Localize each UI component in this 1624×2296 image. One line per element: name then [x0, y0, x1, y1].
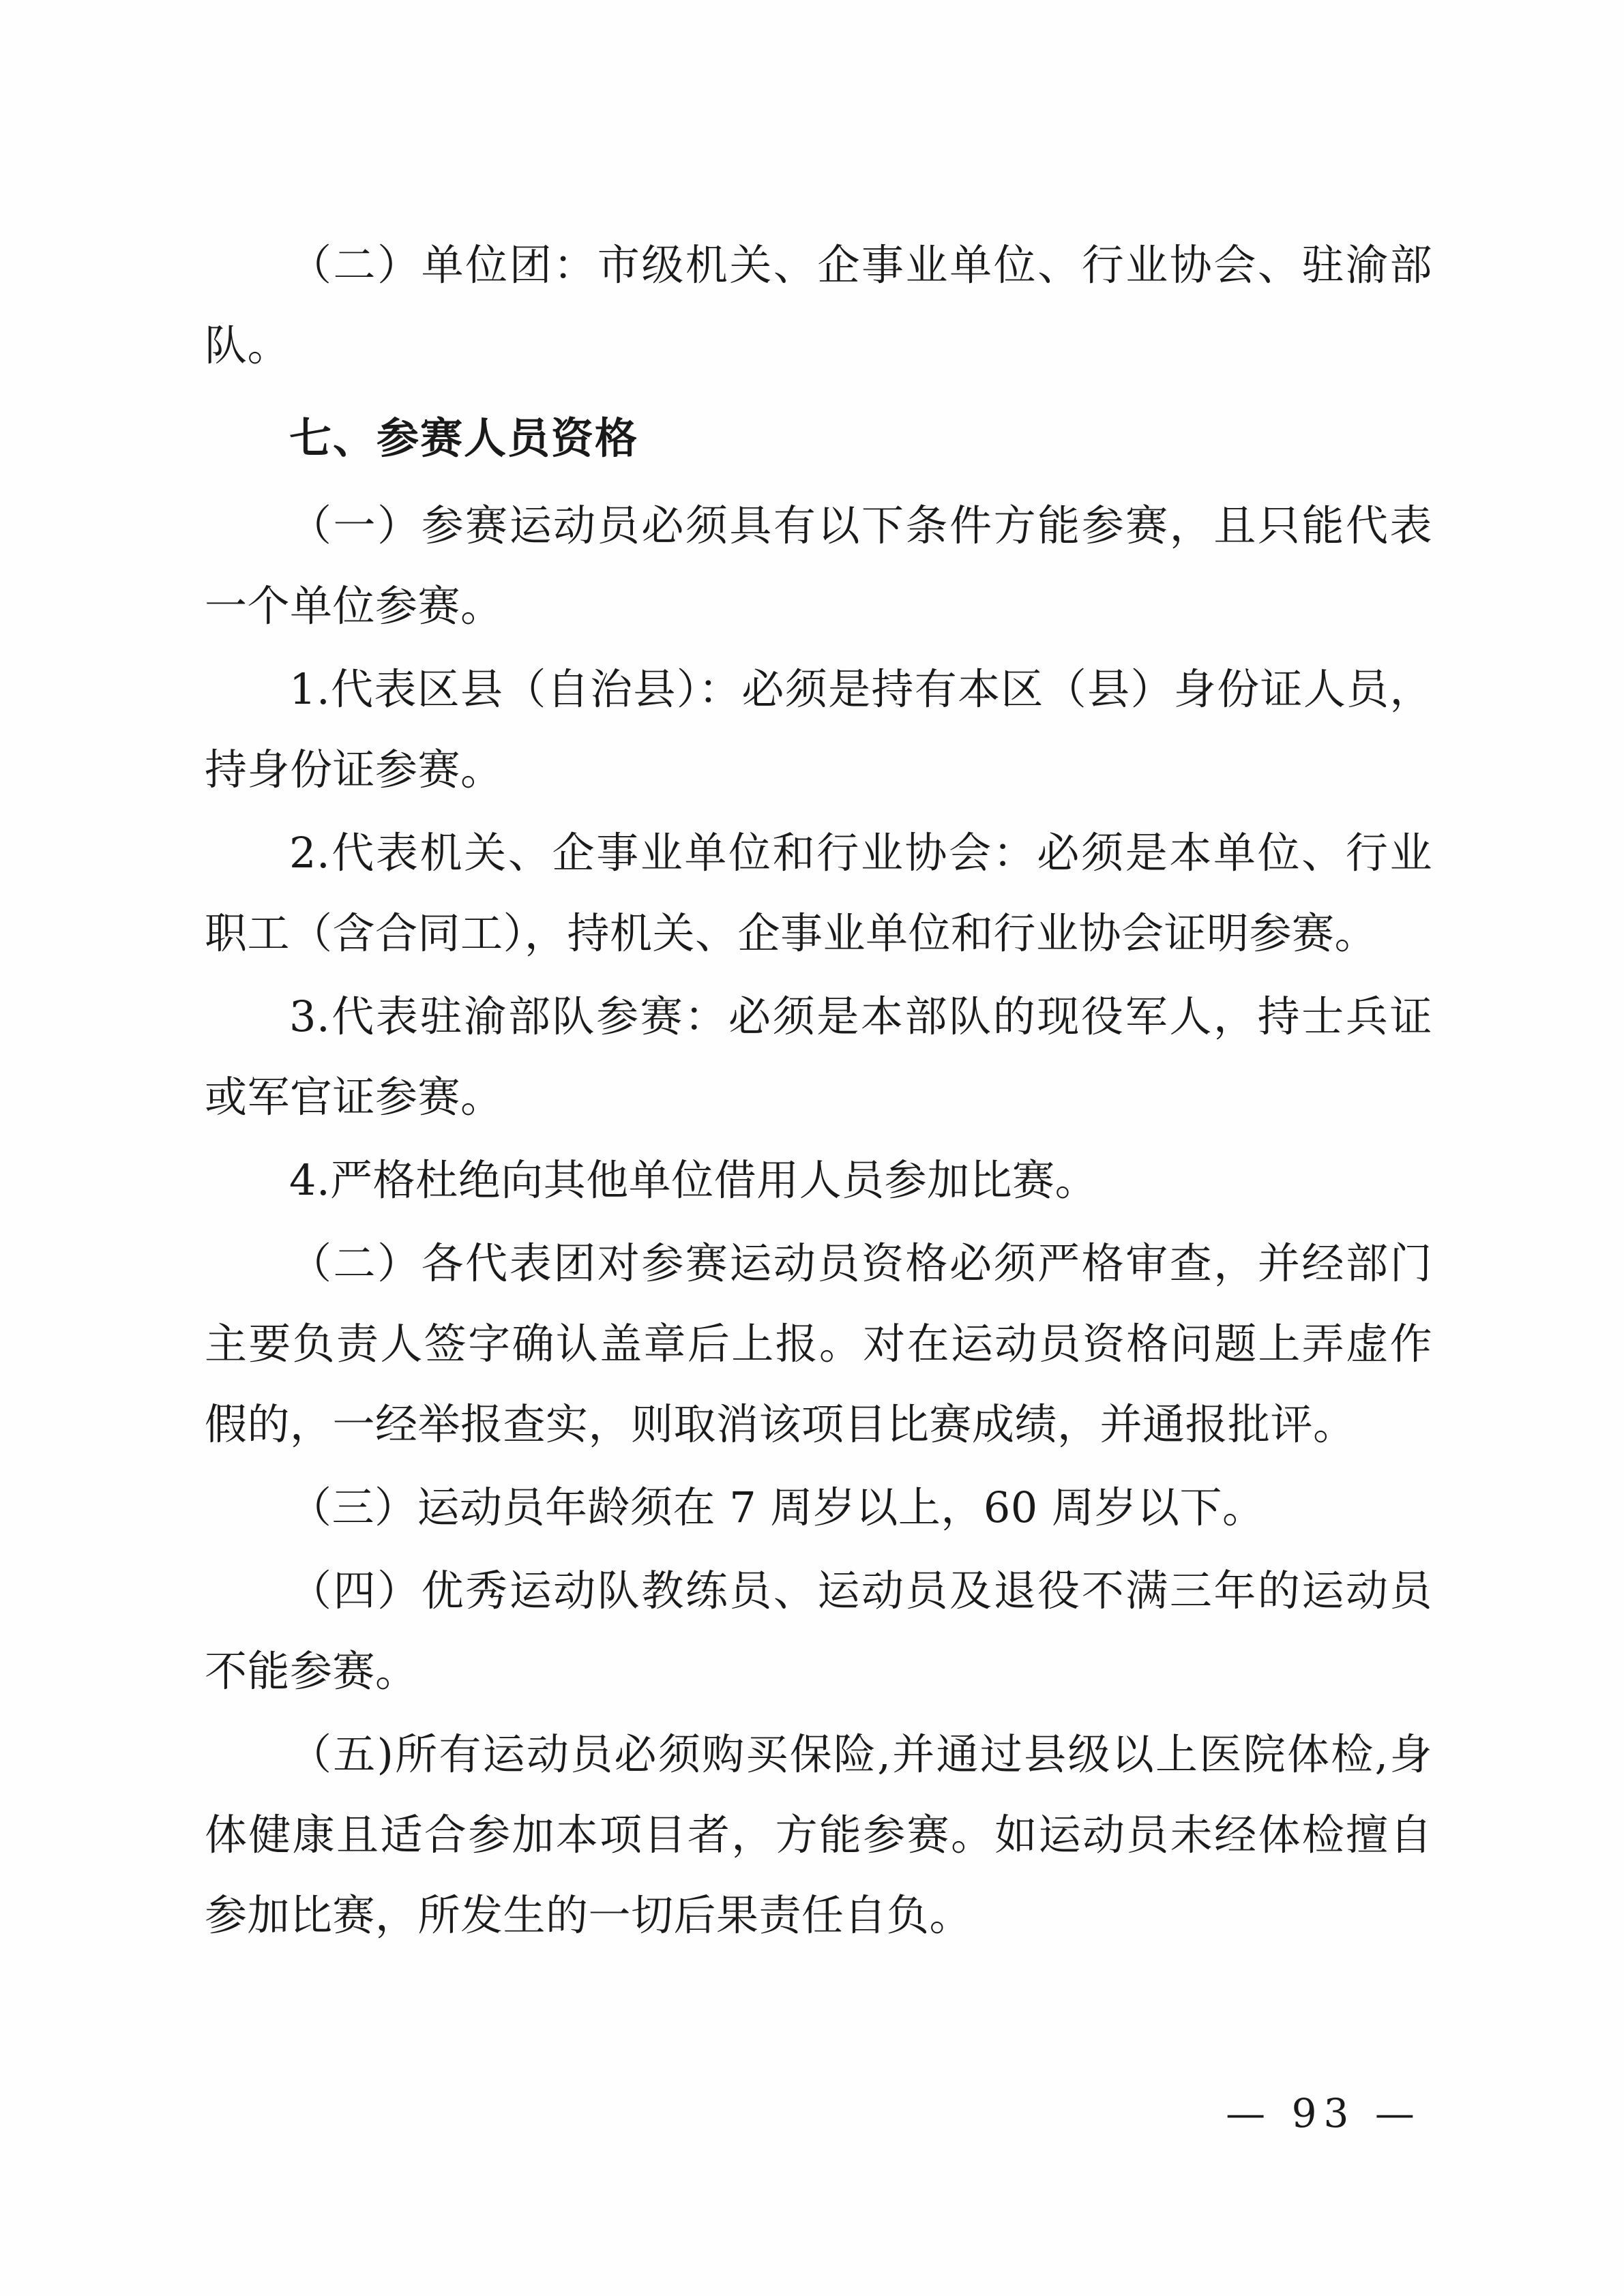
paragraph-7-5: （五)所有运动员必须购买保险,并通过县级以上医院体检,身体健康且适合参加本项目者，方能参赛。如运动员未经体检擅自参加比赛，所发生的一切后果责任自负。	[205, 1729, 1432, 1940]
paragraph-7-4: （四）优秀运动队教练员、运动员及退役不满三年的运动员不能参赛。	[205, 1566, 1432, 1696]
paragraph-7-1-1: 1.代表区县（自治县）：必须是持有本区（县）身份证人员，持身份证参赛。	[205, 664, 1432, 794]
page-number	[0, 2090, 1624, 2136]
paragraph-7-1-2: 2.代表机关、企事业单位和行业协会：必须是本单位、行业职工（含合同工），持机关、企事业单位和行业协会证明参赛。	[205, 828, 1432, 958]
document-body	[205, 225, 1432, 1958]
paragraph-7-2: （二）各代表团对参赛运动员资格必须严格审查，并经部门主要负责人签字确认盖章后上报。对在运动员资格问题上弄虚作假的，一经举报查实，则取消该项目比赛成绩，并通报批评。	[205, 1238, 1432, 1449]
paragraph-7-1-4: 4.严格杜绝向其他单位借用人员参加比赛。	[289, 1155, 1098, 1205]
paragraph-unit-group: （二）单位团：市级机关、企事业单位、行业协会、驻渝部队。	[205, 240, 1432, 370]
paragraph-7-1-3: 3.代表驻渝部队参赛：必须是本部队的现役军人，持士兵证或军官证参赛。	[205, 992, 1432, 1122]
page-number-label: — 93 —	[1226, 2090, 1421, 2136]
paragraph-7-3: （三）运动员年龄须在 7 周岁以上，60 周岁以下。	[289, 1482, 1265, 1532]
section-heading-7: 七、参赛人员资格	[289, 413, 639, 463]
paragraph-7-1: （一）参赛运动员必须具有以下条件方能参赛，且只能代表一个单位参赛。	[205, 501, 1432, 631]
